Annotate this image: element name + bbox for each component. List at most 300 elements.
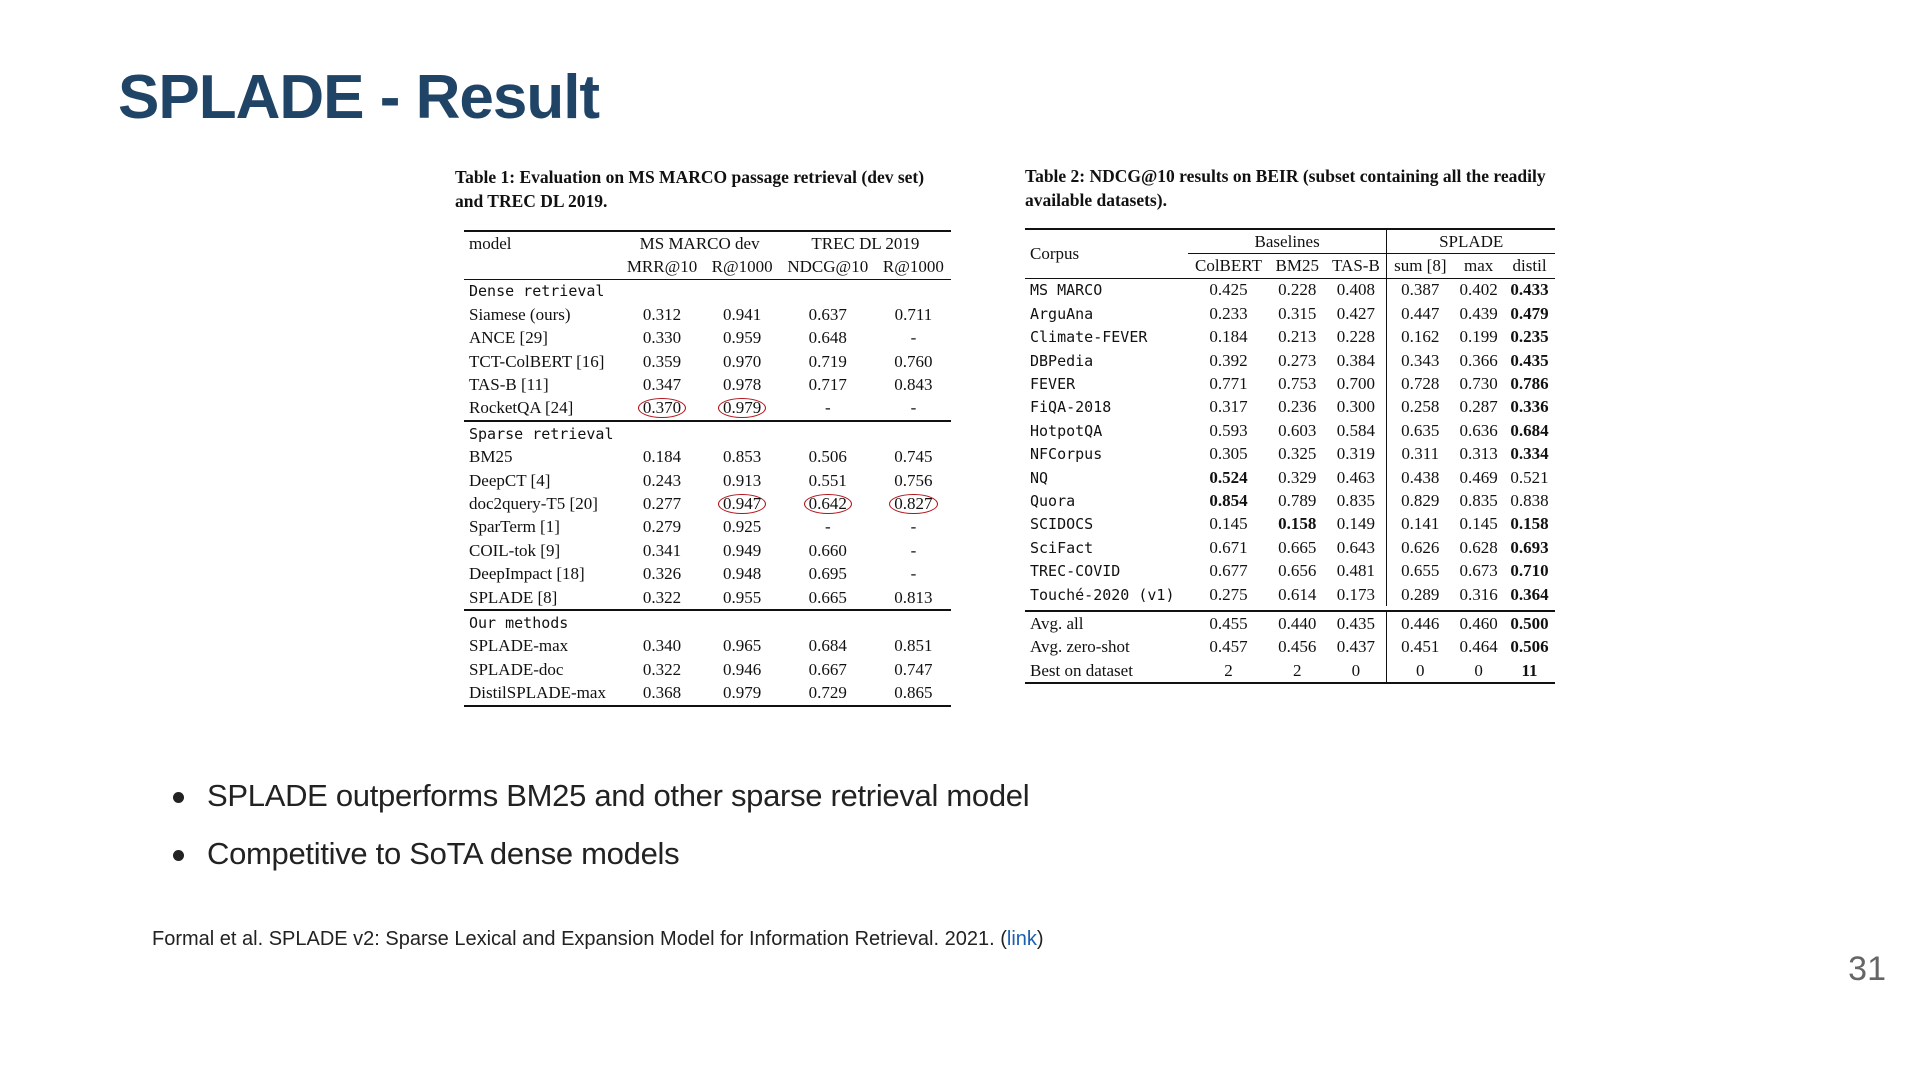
- table2-value-cell: 0.343: [1401, 350, 1440, 370]
- table1-model-cell: SPLADE-max: [469, 636, 569, 656]
- table-row: [464, 469, 951, 492]
- table1-value: 0.865: [894, 683, 933, 703]
- table2-value-cell: 0.506: [1510, 637, 1549, 657]
- table2-value-cell: 0.435: [1510, 350, 1549, 370]
- table2-corpus-cell: FEVER: [1030, 375, 1076, 394]
- table-row: [1025, 611, 1555, 635]
- table-row: [1025, 396, 1555, 419]
- table1-metric: MRR@10: [626, 257, 698, 277]
- table2-body: [1025, 278, 1555, 683]
- table2-value-cell: 0.730: [1459, 374, 1498, 394]
- table1-value: 0.965: [723, 636, 762, 656]
- table1-section-label: Our methods: [469, 613, 569, 632]
- table1-value-cell: [619, 635, 704, 658]
- table1-value-cell: [876, 303, 951, 326]
- table1-value-cell: [705, 562, 780, 585]
- table2-value-cell: 0.289: [1401, 584, 1440, 604]
- table2-value-cell: 0.149: [1325, 513, 1386, 536]
- table2-value-cell: 0.162: [1401, 327, 1440, 347]
- table1-value: 0.347: [642, 375, 682, 395]
- table1-value-cell: [705, 303, 780, 326]
- table1-value: 0.747: [894, 659, 933, 679]
- table2-corpus-cell: HotpotQA: [1030, 421, 1103, 440]
- table1-value: 0.695: [808, 564, 847, 584]
- citation: [152, 928, 1044, 951]
- table1-model-cell: ANCE [29]: [469, 328, 548, 348]
- table1-value-cell: [876, 681, 951, 705]
- table2-value-cell: 0.521: [1510, 467, 1549, 487]
- table2-value-cell: 0.199: [1459, 327, 1498, 347]
- table2-value-cell: 0.145: [1209, 514, 1248, 534]
- table-row: [464, 516, 951, 539]
- table2-value-cell: 0.366: [1459, 350, 1498, 370]
- table1-model-cell: SPLADE [8]: [469, 587, 558, 607]
- table2-value-cell: 0.479: [1510, 303, 1549, 323]
- table1-value: 0.760: [894, 351, 933, 371]
- table2-value-cell: 0.673: [1459, 561, 1498, 581]
- table2-value-cell: 0.636: [1459, 420, 1498, 440]
- table1-value: 0.979: [723, 683, 762, 703]
- table1-value: 0.340: [642, 636, 682, 656]
- table2-corpus-cell: NFCorpus: [1030, 445, 1103, 464]
- table1-value: 0.326: [642, 564, 682, 584]
- table1-highlight-value: 0.979: [718, 398, 766, 418]
- table1-value-cell: [619, 303, 704, 326]
- table2-corpus-cell: TREC-COVID: [1030, 562, 1121, 581]
- table2-value-cell: 0.771: [1209, 374, 1248, 394]
- table1-value: 0.729: [808, 683, 847, 703]
- slide-title: SPLADE - Result: [118, 63, 600, 132]
- table1-value: 0.913: [723, 470, 762, 490]
- table1-value-cell: [705, 492, 780, 515]
- table2-value-cell: 0.315: [1278, 303, 1317, 323]
- table1-section-row: [464, 279, 951, 303]
- bullet-list: [173, 778, 1029, 894]
- table-row: [464, 539, 951, 562]
- table1-value-cell: [780, 539, 876, 562]
- table-row: [1025, 419, 1555, 442]
- table2-value-cell: 0.481: [1325, 559, 1386, 582]
- table2-value-cell: 0.439: [1459, 303, 1498, 323]
- table1-value-cell: [780, 681, 876, 705]
- table1-model-cell: SPLADE-doc: [469, 659, 564, 679]
- table2-value-cell: 0: [1416, 660, 1425, 680]
- table1-value-cell: [705, 397, 780, 421]
- table2-value-cell: 0.628: [1459, 537, 1498, 557]
- table-row: [1025, 536, 1555, 559]
- table2-value-cell: 0.235: [1510, 327, 1549, 347]
- table1-value: 0.648: [808, 328, 847, 348]
- table1-value: 0.959: [723, 328, 762, 348]
- table1-value-cell: [780, 469, 876, 492]
- table1-value: 0.684: [808, 636, 847, 656]
- table1-model-cell: SparTerm [1]: [469, 517, 560, 537]
- table1-value: 0.851: [894, 636, 933, 656]
- table2-header-group1: Baselines: [1188, 229, 1387, 254]
- table2-value-cell: 0.684: [1510, 420, 1549, 440]
- table1-value-cell: [780, 327, 876, 350]
- table2-value-cell: 0.408: [1325, 278, 1386, 302]
- table2-metric: ColBERT: [1194, 256, 1262, 276]
- table1-model-cell: Siamese (ours): [469, 304, 571, 324]
- table1-value: 0.341: [642, 540, 682, 560]
- table1-value-cell: [619, 586, 704, 610]
- table2-value-cell: 0.427: [1325, 302, 1386, 325]
- table1-value: 0.949: [723, 540, 762, 560]
- table1-value-cell: [876, 635, 951, 658]
- table2-value-cell: 0.329: [1278, 467, 1317, 487]
- table2-value-cell: 2: [1293, 660, 1302, 680]
- table1-value-cell: [619, 562, 704, 585]
- table1-value-cell: [705, 373, 780, 396]
- table2-value-cell: 0.700: [1325, 372, 1386, 395]
- table1-value-cell: [705, 446, 780, 469]
- table1-value: 0.925: [723, 517, 762, 537]
- table1-value-cell: [619, 397, 704, 421]
- table2-value-cell: 0.614: [1278, 584, 1317, 604]
- table2-value-cell: 0.184: [1209, 327, 1248, 347]
- table2-header-group2: SPLADE: [1387, 229, 1555, 254]
- table-row: [1025, 278, 1555, 302]
- table2-value-cell: 0.671: [1209, 537, 1248, 557]
- citation-text: Formal et al. SPLADE v2: Sparse Lexical and Expansion Model for Information Retrieval. 2021. (: [152, 928, 1007, 950]
- table2-value-cell: 0.228: [1325, 326, 1386, 349]
- table2-value-cell: 0.236: [1278, 397, 1317, 417]
- table-row: [1025, 326, 1555, 349]
- table2-value-cell: 0.336: [1510, 397, 1549, 417]
- table1-value-cell: [619, 469, 704, 492]
- table2-metric: sum [8]: [1394, 256, 1447, 276]
- table2-value-cell: 0.753: [1278, 374, 1317, 394]
- table1-section-row: [464, 610, 951, 634]
- table1-value: 0.665: [808, 587, 847, 607]
- table2-value-cell: 0.643: [1325, 536, 1386, 559]
- table2-value-cell: 0.305: [1209, 444, 1248, 464]
- table2-value-cell: 0.626: [1401, 537, 1440, 557]
- table-row: [1025, 302, 1555, 325]
- citation-close: ): [1036, 928, 1044, 950]
- table-row: [464, 492, 951, 515]
- table1-section-label: Dense retrieval: [469, 282, 605, 301]
- table1-value: 0.243: [642, 470, 682, 490]
- table2-value-cell: 0.273: [1278, 350, 1317, 370]
- table2-value-cell: 0.835: [1459, 490, 1498, 510]
- table1-value: 0.368: [642, 683, 682, 703]
- table1-value: 0.506: [808, 447, 847, 467]
- table1-value-cell: [780, 303, 876, 326]
- table1-value: 0.946: [723, 659, 762, 679]
- table1-value-cell: [876, 469, 951, 492]
- table1-value-cell: [876, 327, 951, 350]
- table1-model-cell: COIL-tok [9]: [469, 540, 561, 560]
- table2-corpus-cell: Quora: [1030, 491, 1076, 510]
- table-row: [464, 681, 951, 705]
- table1-value: -: [910, 564, 917, 584]
- table1-value: 0.948: [723, 564, 762, 584]
- table2-value-cell: 0.786: [1510, 374, 1549, 394]
- table2-corpus-cell: Climate-FEVER: [1030, 328, 1148, 347]
- table2-value-cell: 0.656: [1278, 561, 1317, 581]
- table1-value: 0.978: [723, 375, 762, 395]
- table1: [464, 230, 951, 707]
- table1-metric: R@1000: [711, 257, 773, 277]
- table1-value-cell: [780, 516, 876, 539]
- table1-value: 0.322: [642, 659, 682, 679]
- table1-value: 0.551: [808, 470, 847, 490]
- table1-value: 0.184: [642, 447, 682, 467]
- table1-value: -: [910, 517, 917, 537]
- table2-corpus-cell: SCIDOCS: [1030, 515, 1094, 534]
- table2-value-cell: 0.457: [1209, 637, 1248, 657]
- table2-value-cell: 0.425: [1209, 280, 1248, 300]
- table2-value-cell: 0.435: [1325, 611, 1386, 635]
- table2-value-cell: 0.300: [1325, 396, 1386, 419]
- table-row: [1025, 466, 1555, 489]
- table2-caption: Table 2: NDCG@10 results on BEIR (subset containing all the readily available datasets).: [1025, 166, 1546, 210]
- table1-value: -: [824, 517, 831, 537]
- table1-value-cell: [876, 397, 951, 421]
- table1-value-cell: [780, 492, 876, 515]
- table1-highlight-value: 0.642: [804, 494, 852, 514]
- table2-value-cell: 0.665: [1278, 537, 1317, 557]
- table1-value: 0.813: [894, 587, 933, 607]
- citation-link[interactable]: link: [1006, 928, 1037, 950]
- table1-value: -: [910, 398, 917, 418]
- table-row: [464, 658, 951, 681]
- table1-header-group1: MS MARCO dev: [639, 233, 760, 253]
- table1-value-cell: [619, 658, 704, 681]
- table1-value-cell: [876, 586, 951, 610]
- table1-value-cell: [780, 658, 876, 681]
- table2-value-cell: 0.392: [1209, 350, 1248, 370]
- table2-value-cell: 0.311: [1401, 444, 1440, 464]
- table2-value-cell: 0.433: [1510, 280, 1549, 300]
- table1-value: 0.756: [894, 470, 933, 490]
- table2-value-cell: 0.469: [1459, 467, 1498, 487]
- table-row: [464, 446, 951, 469]
- table1-model-cell: doc2query-T5 [20]: [469, 493, 598, 513]
- table-row: [464, 586, 951, 610]
- table2-value-cell: 0.829: [1401, 490, 1440, 510]
- table1-value-cell: [705, 539, 780, 562]
- table2-value-cell: 0.258: [1401, 397, 1440, 417]
- table1-value-cell: [876, 492, 951, 515]
- table-row: [1025, 349, 1555, 372]
- table2-value-cell: 0.228: [1278, 280, 1317, 300]
- table1-value: 0.955: [723, 587, 762, 607]
- table1-value: 0.322: [642, 587, 682, 607]
- table1-value-cell: [780, 586, 876, 610]
- table2-value-cell: 11: [1521, 660, 1538, 680]
- table2-corpus-cell: Touché-2020 (v1): [1030, 585, 1175, 604]
- table1-value-cell: [705, 681, 780, 705]
- table2-value-cell: 0.440: [1278, 613, 1317, 633]
- table2-corpus-cell: Avg. zero-shot: [1030, 637, 1130, 657]
- table1-value-cell: [619, 539, 704, 562]
- table1-value: 0.970: [723, 351, 762, 371]
- table2-corpus-cell: ArguAna: [1030, 304, 1094, 323]
- table1-value-cell: [876, 373, 951, 396]
- table1-value-cell: [876, 446, 951, 469]
- table2-value-cell: 0.789: [1278, 490, 1317, 510]
- table2-corpus-cell: NQ: [1030, 468, 1049, 487]
- table1-value-cell: [876, 350, 951, 373]
- table1-value: 0.745: [894, 447, 933, 467]
- table1-model-cell: DistilSPLADE-max: [469, 683, 606, 703]
- table-row: [464, 562, 951, 585]
- table1-value-cell: [705, 658, 780, 681]
- table2-value-cell: 0.728: [1401, 374, 1440, 394]
- table2-corpus-cell: MS MARCO: [1030, 281, 1103, 300]
- table2-value-cell: 0.317: [1209, 397, 1248, 417]
- table1-highlight-value: 0.827: [889, 494, 937, 514]
- page-number: 31: [1848, 950, 1886, 988]
- table2-value-cell: 0.593: [1209, 420, 1248, 440]
- table1-value-cell: [876, 658, 951, 681]
- table2-value-cell: 0.402: [1459, 280, 1498, 300]
- bullet-item: [173, 836, 1029, 894]
- table2-corpus-cell: Avg. all: [1030, 613, 1084, 633]
- table2-value-cell: 0.145: [1459, 514, 1498, 534]
- bullet-dot-icon: [173, 850, 184, 861]
- table1-value-cell: [705, 327, 780, 350]
- table1-value: 0.637: [808, 304, 847, 324]
- table1-value-cell: [780, 446, 876, 469]
- table2-corpus-cell: Best on dataset: [1030, 660, 1133, 680]
- table1-value: 0.719: [808, 351, 847, 371]
- table1-value-cell: [619, 516, 704, 539]
- table1-value: 0.717: [808, 375, 847, 395]
- table1-value: 0.667: [808, 659, 847, 679]
- table2-value-cell: 0.500: [1510, 613, 1549, 633]
- table2-value-cell: 0.464: [1459, 637, 1498, 657]
- table1-value-cell: [780, 373, 876, 396]
- table2-corpus-cell: SciFact: [1030, 538, 1094, 557]
- table2-value-cell: 0.287: [1459, 397, 1498, 417]
- table1-model-cell: RocketQA [24]: [469, 398, 574, 418]
- table2-value-cell: 0.213: [1278, 327, 1317, 347]
- table1-value-cell: [780, 350, 876, 373]
- bullet-dot-icon: [173, 792, 184, 803]
- table-row: [1025, 659, 1555, 683]
- table2-value-cell: 0.141: [1401, 514, 1440, 534]
- table1-model-cell: TCT-ColBERT [16]: [469, 351, 605, 371]
- table2-value-cell: 0.334: [1510, 444, 1549, 464]
- table-row: [1025, 489, 1555, 512]
- table2-value-cell: 0.460: [1459, 613, 1498, 633]
- table-row: [1025, 372, 1555, 395]
- table1-value-cell: [619, 681, 704, 705]
- table2-header-corpus: Corpus: [1030, 243, 1080, 263]
- table1-value: -: [824, 398, 831, 418]
- table2-corpus-cell: FiQA-2018: [1030, 398, 1112, 417]
- table1-body: [464, 279, 951, 706]
- table2-value-cell: 0.158: [1510, 514, 1549, 534]
- table1-value: 0.279: [642, 517, 682, 537]
- table-row: [1025, 443, 1555, 466]
- table2-metric: TAS-B: [1325, 254, 1386, 278]
- table2-value-cell: 0.710: [1510, 561, 1549, 581]
- table2-value-cell: 0.275: [1209, 584, 1248, 604]
- table2-value-cell: 0.233: [1209, 303, 1248, 323]
- table2-value-cell: 0.655: [1401, 561, 1440, 581]
- table1-metric: R@1000: [882, 257, 944, 277]
- table1-value: 0.359: [642, 351, 682, 371]
- table2-value-cell: 0.325: [1278, 444, 1317, 464]
- table-row: [464, 373, 951, 396]
- table1-value: 0.660: [808, 540, 847, 560]
- table-row: [464, 350, 951, 373]
- table-row: [1025, 583, 1555, 606]
- table2-value-cell: 0.835: [1325, 489, 1386, 512]
- table1-value: 0.312: [642, 304, 682, 324]
- table1-value-cell: [780, 635, 876, 658]
- table1-value: 0.277: [642, 493, 682, 513]
- table-row: [464, 327, 951, 350]
- table1-value-cell: [619, 350, 704, 373]
- table2-value-cell: 0.677: [1209, 561, 1248, 581]
- table1-value-cell: [876, 562, 951, 585]
- table2-metric: BM25: [1275, 256, 1319, 276]
- table2-value-cell: 2: [1224, 660, 1233, 680]
- table1-value-cell: [619, 492, 704, 515]
- table-row: [1025, 513, 1555, 536]
- table1-value: -: [910, 540, 917, 560]
- table1-model-cell: BM25: [469, 447, 513, 467]
- bullet-text: Competitive to SoTA dense models: [207, 836, 680, 871]
- table1-metric: NDCG@10: [787, 257, 869, 277]
- table-row: [1025, 636, 1555, 659]
- table2-value-cell: 0.854: [1209, 490, 1248, 510]
- table1-model-cell: TAS-B [11]: [469, 375, 549, 395]
- table-row: [464, 397, 951, 421]
- table2-value-cell: 0.451: [1401, 637, 1440, 657]
- table2-value-cell: 0.437: [1325, 636, 1386, 659]
- table1-block: [455, 165, 952, 707]
- table2-value-cell: 0.463: [1325, 466, 1386, 489]
- table2-value-cell: 0.603: [1278, 420, 1317, 440]
- table2-value-cell: 0.319: [1325, 443, 1386, 466]
- bullet-text: SPLADE outperforms BM25 and other sparse retrieval model: [207, 778, 1030, 813]
- table2-value-cell: 0: [1325, 659, 1386, 683]
- table1-value-cell: [876, 516, 951, 539]
- table2-value-cell: 0.447: [1401, 303, 1440, 323]
- table2-value-cell: 0.446: [1401, 613, 1440, 633]
- table1-model-cell: DeepCT [4]: [469, 470, 551, 490]
- table2: [1025, 228, 1555, 684]
- table1-value-cell: [705, 516, 780, 539]
- table1-value: 0.941: [723, 304, 762, 324]
- table2-value-cell: 0.438: [1401, 467, 1440, 487]
- table1-section-label: Sparse retrieval: [469, 424, 614, 443]
- table1-value-cell: [780, 562, 876, 585]
- table2-value-cell: 0.838: [1510, 490, 1549, 510]
- table2-corpus-cell: DBPedia: [1030, 351, 1094, 370]
- table1-value: 0.853: [723, 447, 762, 467]
- table2-value-cell: 0.524: [1209, 467, 1248, 487]
- table2-value-cell: 0.455: [1209, 613, 1248, 633]
- table1-caption: Table 1: Evaluation on MS MARCO passage retrieval (dev set) and TREC DL 2019.: [455, 167, 925, 211]
- table2-value-cell: 0.173: [1325, 583, 1386, 606]
- table1-header-model: model: [469, 233, 512, 253]
- table2-value-cell: 0.456: [1278, 637, 1317, 657]
- table1-value: 0.711: [894, 304, 933, 324]
- table1-header-group2: TREC DL 2019: [811, 233, 920, 253]
- table1-value-cell: [705, 469, 780, 492]
- table1-value-cell: [619, 446, 704, 469]
- table2-value-cell: 0.158: [1278, 514, 1317, 534]
- table1-highlight-value: 0.947: [718, 494, 766, 514]
